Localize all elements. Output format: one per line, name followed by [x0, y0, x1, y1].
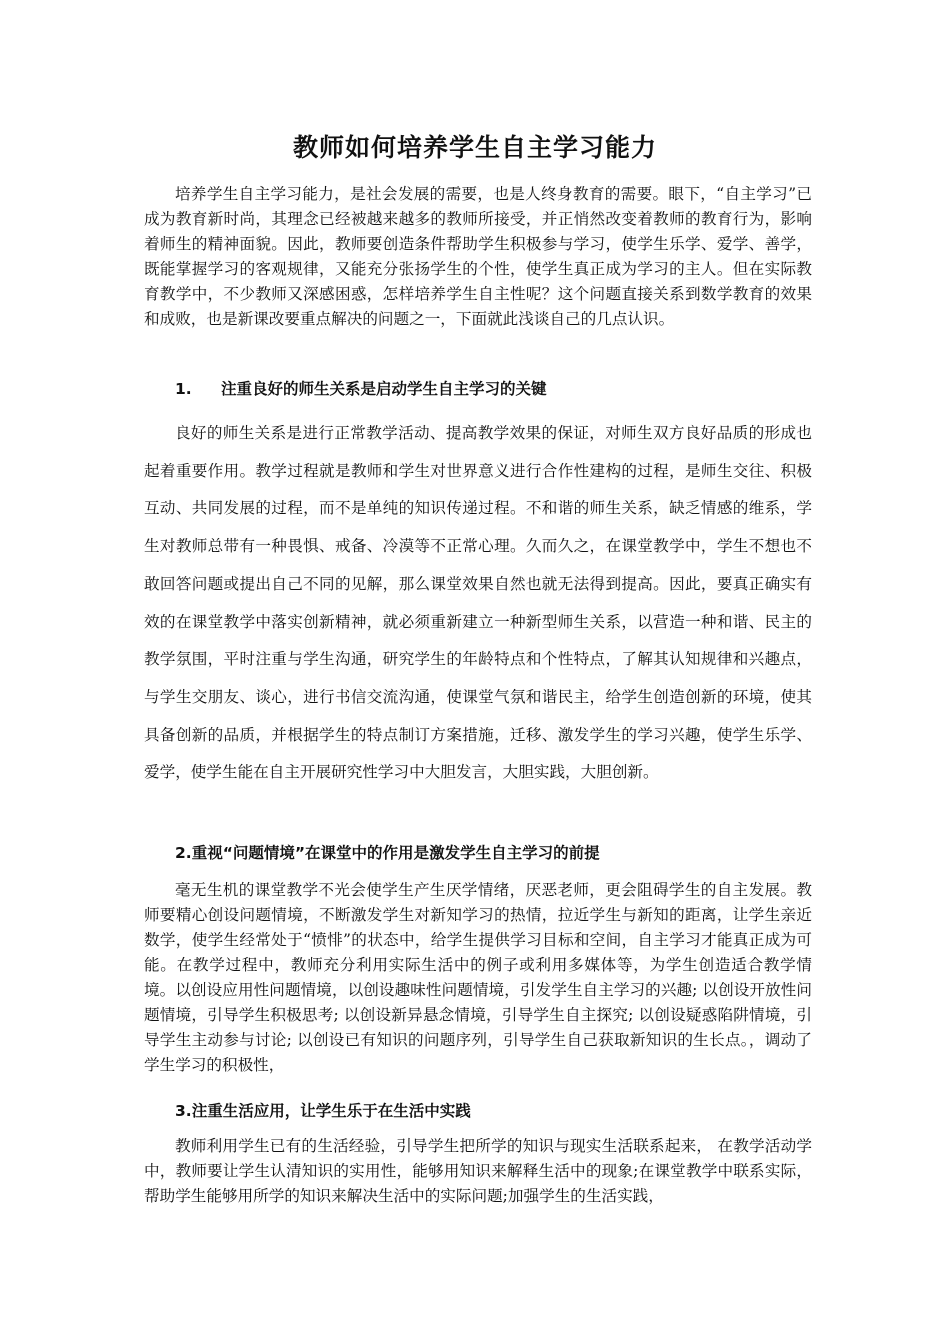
section-3-body: 教师利用学生已有的生活经验，引导学生把所学的知识与现实生活联系起来， 在教学活动学中，教师要让学生认清知识的实用性，能够用知识来解释生活中的现象;在课堂教学中联系实际，帮助学生能够用所学的知识来解决生活中的实际问题;加强学生的生活实践，: [144, 1137, 812, 1205]
section-number: 2.: [175, 844, 192, 862]
section-2-heading: [175, 842, 812, 864]
section-heading-text: 重视“问题情境”在课堂中的作用是激发学生自主学习的前提: [191, 844, 600, 862]
document-title: 教师如何培养学生自主学习能力: [292, 133, 657, 162]
intro-paragraph: 培养学生自主学习能力，是社会发展的需要，也是人终身教育的需要。眼下，“自主学习”已成为教育新时尚，其理念已经被越来越多的教师所接受，并正悄然改变着教师的教育行为，影响着师生的精神面貌。因此，教师要创造条件帮助学生积极参与学习，使学生乐学、爱学、善学，既能掌握学习的客观规律，又能充分张扬学生的个性，使学生真正成为学习的主人。但在实际教育教学中，不少教师又深感困惑，怎样培养学生自主性呢？这个问题直接关系到数学教育的效果和成败，也是新课改要重点解决的问题之一，下面就此浅谈自己的几点认识。: [144, 185, 812, 328]
section-2-body: 毫无生机的课堂教学不光会使学生产生厌学情绪，厌恶老师，更会阻碍学生的自主发展。教师要精心创设问题情境，不断激发学生对新知学习的热情，拉近学生与新知的距离，让学生亲近数学，使学生经常处于“愤悱”的状态中，给学生提供学习目标和空间，自主学习才能真正成为可能。在教学过程中，教师充分利用实际生活中的例子或利用多媒体等，为学生创造适合教学情境。以创设应用性问题情境，以创设趣味性问题情境，引发学生自主学习的兴趣; 以创设开放性问题情境，引导学生积极思考; 以创设新异悬念情境，引导学生自主探究; 以创设疑惑陷阱情境，引导学生主动参与讨论; 以创设已有知识的问题序列，引导学生自己获取新知识的生长点。，调动了学生学习的积极性，: [144, 881, 812, 1074]
section-1-body: 良好的师生关系是进行正常教学活动、提高教学效果的保证，对师生双方良好品质的形成也起着重要作用。教学过程就是教师和学生对世界意义进行合作性建构的过程，是师生交往、积极互动、共同发展的过程，而不是单纯的知识传递过程。不和谐的师生关系，缺乏情感的维系，学生对教师总带有一种畏惧、戒备、冷漠等不正常心理。久而久之，在课堂教学中，学生不想也不敢回答问题或提出自己不同的见解，那么课堂效果自然也就无法得到提高。因此，要真正确实有效的在课堂教学中落实创新精神，就必须重新建立一种新型师生关系，以营造一种和谐、民主的教学氛围，平时注重与学生沟通，研究学生的年龄特点和个性特点，了解其认知规律和兴趣点，与学生交朋友、谈心，进行书信交流沟通，使课堂气氛和谐民主，给学生创造创新的环境，使其具备创新的品质，并根据学生的特点制订方案措施，迁移、激发学生的学习兴趣，使学生乐学、爱学，使学生能在自主开展研究性学习中大胆发言，大胆实践，大胆创新。: [144, 424, 812, 782]
section-heading-text: 注重生活应用，让学生乐于在生活中实践: [191, 1102, 471, 1120]
section-3-heading: [175, 1100, 812, 1122]
section-heading-text: 注重良好的师生关系是启动学生自主学习的关键: [221, 380, 547, 398]
section-1-heading: [175, 378, 812, 400]
section-number: 3.: [175, 1102, 192, 1120]
section-number: 1.: [175, 380, 192, 398]
